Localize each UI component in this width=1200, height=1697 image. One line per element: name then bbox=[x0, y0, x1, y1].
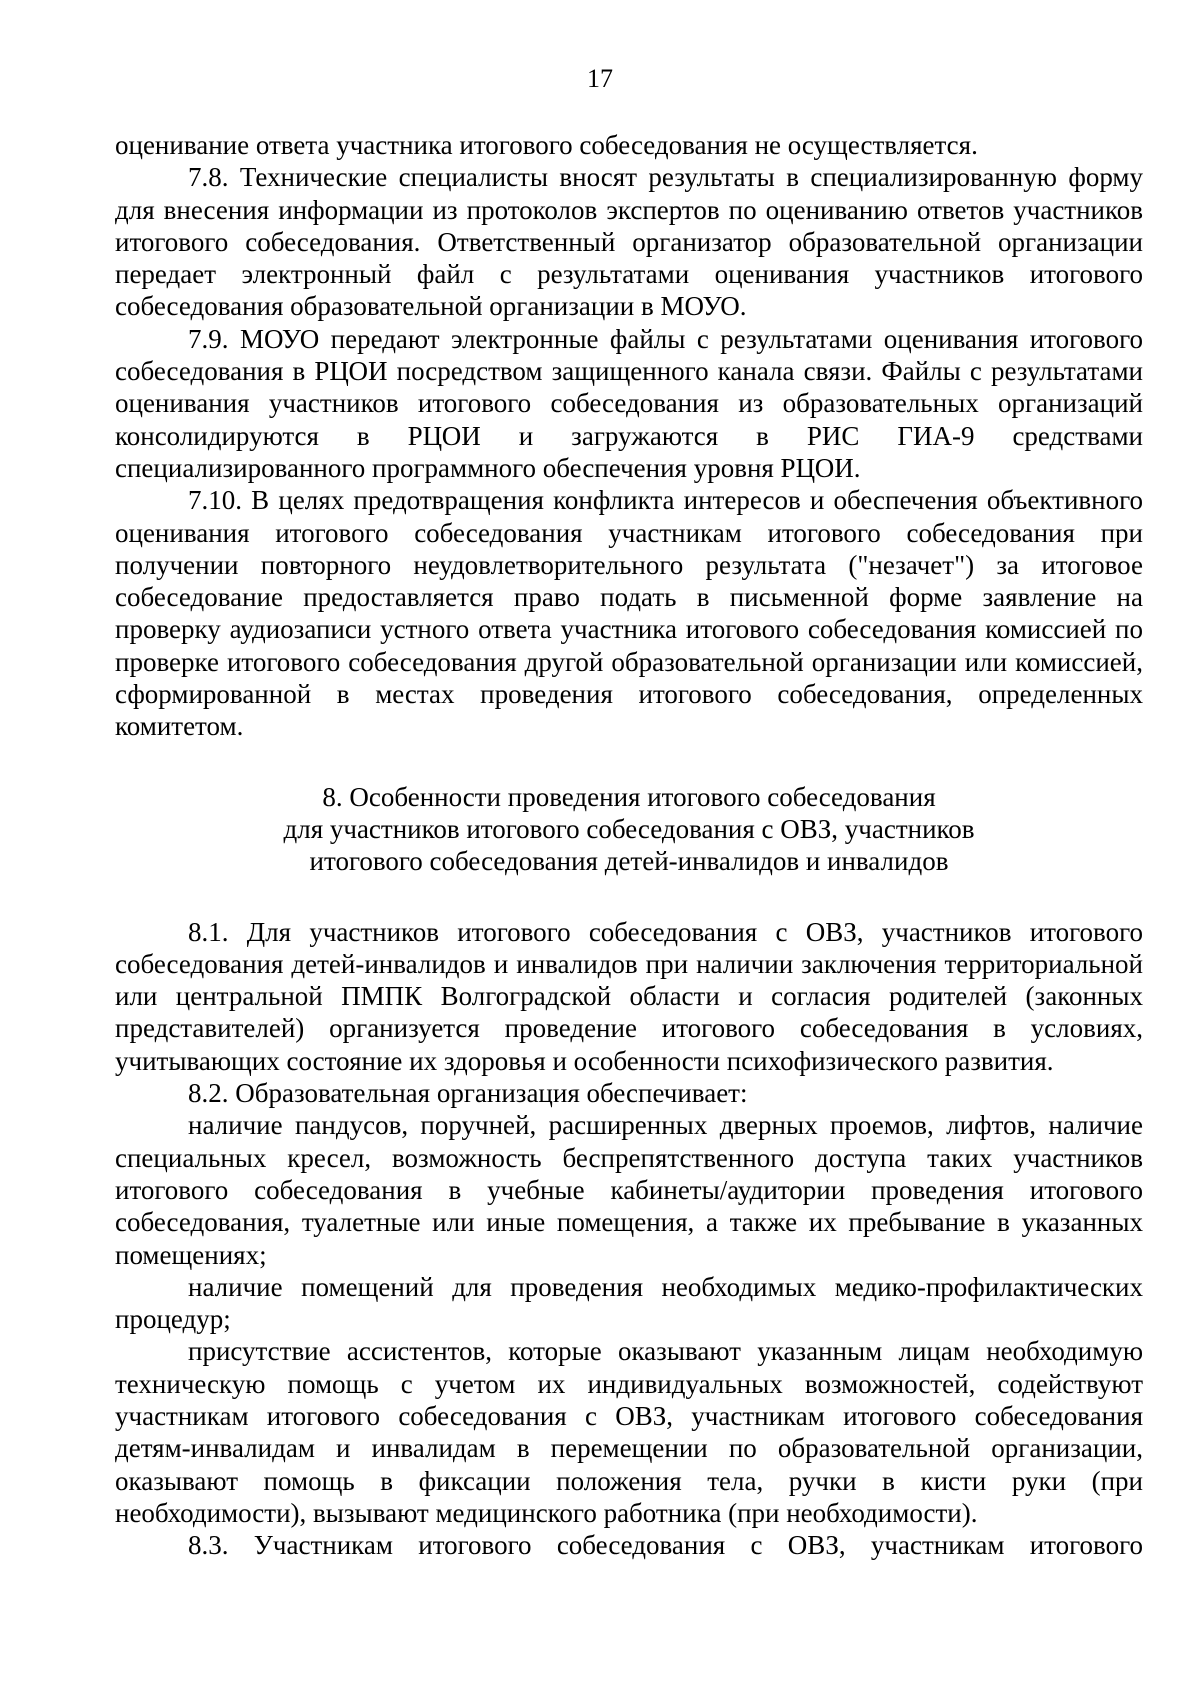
section-heading-line-3: итогового собеседования детей-инвалидов и инвалидов bbox=[309, 846, 949, 877]
list-item-ramps: наличие пандусов, поручней, расширенных дверных проемов, лифтов, наличие специальных кресел, возможность беспрепятственного доступа таких участников итогового собеседования в учебные кабинеты/аудитории проведения итогового собеседования, туалетные или иные помещения, а также их пребывание в указанных помещениях; bbox=[115, 1110, 1143, 1270]
paragraph-continuation: оценивание ответа участника итогового собеседования не осуществляется. bbox=[115, 130, 978, 160]
paragraph-7-8: 7.8. Технические специалисты вносят результаты в специализированную форму для внесения информации из протоколов экспертов по оцениванию ответов участников итогового собеседования. Ответственный организатор образовательной организации передает электронный файл с результатами оценивания участников итогового собеседования образовательной организации в МОУО. bbox=[115, 162, 1143, 322]
page-number: 17 bbox=[587, 64, 613, 93]
section-heading-line-2: для участников итогового собеседования с ОВЗ, участников bbox=[283, 813, 975, 844]
paragraph-8-1: 8.1. Для участников итогового собеседования с ОВЗ, участников итогового собеседования детей-инвалидов и инвалидов при наличии заключения территориальной или центральной ПМПК Волгоградской области и согласия родителей (законных представителей) организуется проведение итогового собеседования в условиях, учитывающих состояние их здоровья и особенности психофизического развития. bbox=[115, 916, 1143, 1076]
page-body bbox=[115, 129, 1143, 1561]
paragraph-7-10: 7.10. В целях предотвращения конфликта интересов и обеспечения объективного оценивания итогового собеседования участникам итогового собеседования при получении повторного неудовлетворительного результата ("незачет") за итоговое собеседование предоставляется право подать в письменной форме заявление на проверку аудиозаписи устного ответа участника итогового собеседования комиссией по проверке итогового собеседования другой образовательной организации или комиссией, сформированной в местах проведения итогового собеседования, определенных комитетом. bbox=[115, 485, 1143, 742]
list-item-medical-rooms: наличие помещений для проведения необходимых медико-профилактических процедур; bbox=[115, 1271, 1143, 1335]
section-heading bbox=[115, 781, 1143, 878]
paragraph-8-3: 8.3. Участникам итогового собеседования с ОВЗ, участникам итогового bbox=[188, 1530, 1143, 1561]
section-heading-line-1: 8. Особенности проведения итогового собеседования bbox=[322, 781, 936, 812]
paragraph-7-9: 7.9. МОУО передают электронные файлы с результатами оценивания итогового собеседования в РЦОИ посредством защищенного канала связи. Файлы с результатами оценивания участников итогового собеседования из образовательных организаций консолидируются в РЦОИ и загружаются в РИС ГИА-9 средствами специализированного программного обеспечения уровня РЦОИ. bbox=[115, 323, 1143, 483]
list-item-assistants: присутствие ассистентов, которые оказывают указанным лицам необходимую техническую помощь с учетом их индивидуальных возможностей, содействуют участникам итогового собеседования с ОВЗ, участникам итогового собеседования детям-инвалидам и инвалидам в перемещении по образовательной организации, оказывают помощь в фиксации положения тела, ручки в кисти руки (при необходимости), вызывают медицинского работника (при необходимости). bbox=[115, 1336, 1143, 1528]
paragraph-8-2: 8.2. Образовательная организация обеспечивает: bbox=[188, 1078, 748, 1109]
